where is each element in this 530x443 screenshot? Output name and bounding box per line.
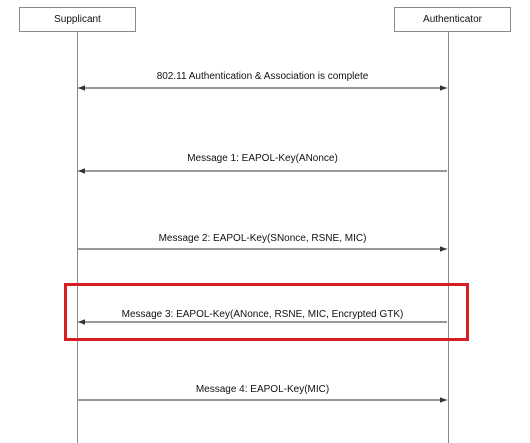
message-2-label: Message 2: EAPOL-Key(SNonce, RSNE, MIC) xyxy=(158,233,367,244)
message-4-label: Message 4: EAPOL-Key(MIC) xyxy=(195,384,330,395)
message-3-label: Message 3: EAPOL-Key(ANonce, RSNE, MIC, Encrypted GTK) xyxy=(121,309,404,320)
message-3-highlight-box xyxy=(64,283,469,341)
message-1-label: Message 1: EAPOL-Key(ANonce) xyxy=(187,153,338,164)
participant-authenticator-label: Authenticator xyxy=(423,14,482,25)
message-association-label: 802.11 Authentication & Association is complete xyxy=(156,71,369,82)
participant-supplicant-label: Supplicant xyxy=(54,14,101,25)
